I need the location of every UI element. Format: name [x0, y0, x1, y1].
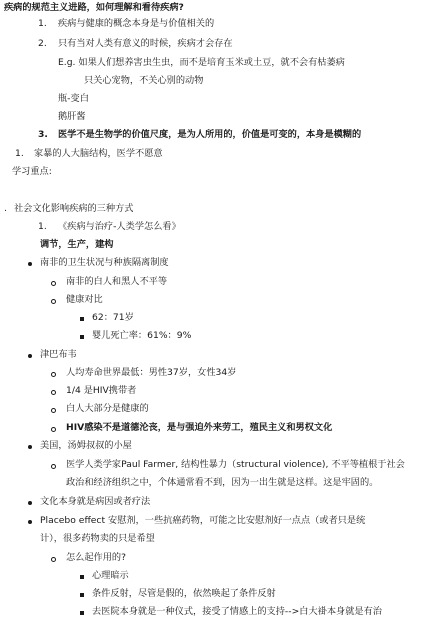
list-item: 美国，汤姆叔叔的小屋 — [40, 440, 132, 451]
bullet-square-icon — [80, 575, 84, 579]
list-item: 计），很多药物卖的只是希望 — [40, 533, 155, 544]
bullet-square-icon — [80, 593, 84, 597]
list-item: 1/4 是HIV携带者 — [66, 385, 137, 396]
bullet-circle-icon — [51, 408, 56, 413]
list-item: 《疾病与治疗-人类学怎么看》 — [58, 221, 181, 232]
list-item: 医学不是生物学的价值尺度，是为人所用的，价值是可变的，本身是模糊的 — [58, 129, 362, 140]
list-item: 只关心宠物，不关心别的动物 — [84, 75, 204, 86]
list-item: 社会文化影响疾病的三种方式 — [14, 203, 134, 214]
list-item: 南非的卫生状况与种族隔离制度 — [40, 257, 169, 268]
list-item: 鹅肝酱 — [58, 111, 86, 122]
list-item: 津巴布韦 — [40, 349, 77, 360]
list-item: 怎么起作用的? — [66, 552, 127, 563]
list-item: 政治和经济组织之中，个体通常看不到，因为一出生就是这样。这是牢固的。 — [66, 477, 379, 488]
bullet-circle-icon — [51, 464, 56, 469]
bullet-circle-icon — [51, 372, 56, 377]
bullet-dot-icon — [28, 520, 32, 524]
bullet-dot-icon — [28, 501, 32, 505]
list-item: 62：71岁 — [92, 312, 134, 323]
bullet-circle-icon — [51, 427, 56, 432]
list-item: 去医院本身就是一种仪式，接受了情感上的支持-->白大褂本身就是有治 — [92, 606, 382, 617]
list-item: 疾病与健康的概念本身是与价值相关的 — [58, 18, 215, 29]
heading-normative-approach: 疾病的规范主义进路，如何理解和看待疾病? — [4, 2, 184, 13]
list-item: 婴儿死亡率：61%：9% — [92, 330, 192, 341]
list-number: 3. — [38, 129, 48, 140]
list-number: 1. — [38, 221, 47, 232]
list-item: 健康对比 — [66, 294, 103, 305]
bullet-circle-icon — [51, 281, 56, 286]
list-item: 只有当对人类有意义的时候，疾病才会存在 — [58, 38, 233, 49]
list-item: 医学人类学家Paul Farmer, 结构性暴力（structural violence), 不平等植根于社会 — [66, 459, 405, 470]
bullet-square-icon — [80, 611, 84, 615]
list-item: 调节，生产，建构 — [40, 239, 114, 250]
bullet-dot-icon — [28, 354, 32, 358]
list-number: 1. — [15, 148, 24, 159]
list-item: 南非的白人和黑人不平等 — [66, 276, 168, 287]
bullet-circle-icon — [51, 557, 56, 562]
list-item: 瓶-变白 — [58, 93, 89, 104]
list-number: . — [4, 203, 7, 214]
section-label: 学习重点: — [12, 166, 52, 177]
list-item: 心理暗示 — [92, 570, 129, 581]
bullet-square-icon — [80, 335, 84, 339]
list-item: E.g. 如果人们想养害虫生虫，而不是培育玉米或土豆，就不会有枯萎病 — [58, 57, 345, 68]
list-item: 人均寿命世界最低：男性37岁，女性34岁 — [66, 367, 237, 378]
list-number: 1. — [38, 18, 47, 29]
bullet-circle-icon — [51, 390, 56, 395]
list-item: 家暴的人大脑结构，医学不愿意 — [34, 148, 163, 159]
list-item: Placebo effect 安慰剂，一些抗癌药物，可能之比安慰剂好一点点（或者只是统 — [40, 515, 366, 526]
list-item: HIV感染不是道德沦丧，是与强迫外来劳工，殖民主义和男权文化 — [66, 422, 333, 433]
bullet-square-icon — [80, 317, 84, 321]
bullet-dot-icon — [28, 262, 32, 266]
bullet-dot-icon — [28, 445, 32, 449]
list-item: 条件反射，尽管是假的，依然唤起了条件反射 — [92, 588, 276, 599]
bullet-circle-icon — [51, 299, 56, 304]
list-number: 2. — [38, 38, 47, 49]
list-item: 文化本身就是病因或者疗法 — [40, 496, 151, 507]
list-item: 白人大部分是健康的 — [66, 403, 149, 414]
